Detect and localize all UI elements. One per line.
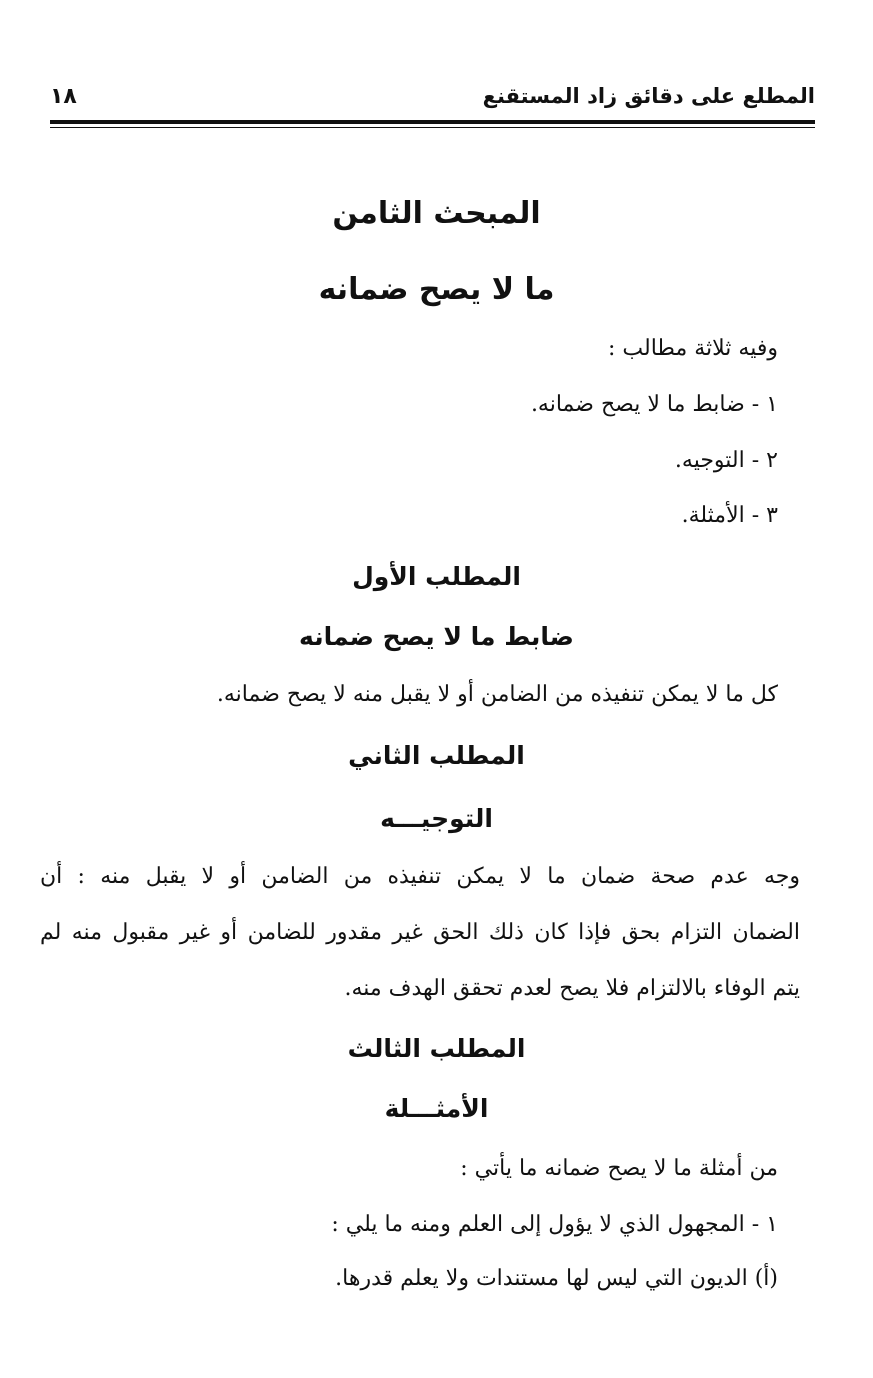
matlab2-heading: المطلب الثاني <box>348 741 525 770</box>
matlab3-subheading: الأمثـــلة <box>384 1094 489 1123</box>
matlab1-text: كل ما لا يمكن تنفيذه من الضامن أو لا يقبل منه لا يصح ضمانه. <box>216 682 778 707</box>
section-heading: المبحث الثامن <box>332 196 541 231</box>
matlab3-sub-a: (أ) الديون التي ليس لها مستندات ولا يعلم قدرها. <box>335 1266 778 1291</box>
matlab1-heading: المطلب الأول <box>352 562 521 591</box>
book-title: المطلع على دقائق زاد المستقنع <box>482 84 815 108</box>
matlab2-line-1: وجه عدم صحة ضمان ما لا يمكن تنفيذه من الضامن أو لا يقبل منه : أن <box>40 864 800 889</box>
matlab2-line-3: يتم الوفاء بالالتزام فلا يصح لعدم تحقق الهدف منه. <box>344 976 800 1001</box>
intro-item-1: ١ - ضابط ما لا يصح ضمانه. <box>530 392 778 417</box>
matlab2-subheading: التوجيـــه <box>380 804 493 833</box>
matlab3-lead: من أمثلة ما لا يصح ضمانه ما يأتي : <box>460 1156 778 1181</box>
section-subheading: ما لا يصح ضمانه <box>318 272 555 307</box>
running-head <box>50 84 815 114</box>
page-number: ١٨ <box>50 84 77 109</box>
header-rule-thick <box>50 120 815 124</box>
matlab3-item-1: ١ - المجهول الذي لا يؤول إلى العلم ومنه ما يلي : <box>331 1212 778 1237</box>
intro-item-2: ٢ - التوجيه. <box>674 448 778 473</box>
matlab3-heading: المطلب الثالث <box>347 1034 526 1063</box>
matlab2-line-2: الضمان التزام بحق فإذا كان ذلك الحق غير مقدور للضامن أو غير مقبول منه لم <box>40 920 800 945</box>
intro-lead: وفيه ثلاثة مطالب : <box>608 336 778 361</box>
header-rule-thin <box>50 127 815 128</box>
intro-item-3: ٣ - الأمثلة. <box>681 503 778 528</box>
matlab1-subheading: ضابط ما لا يصح ضمانه <box>299 622 574 651</box>
